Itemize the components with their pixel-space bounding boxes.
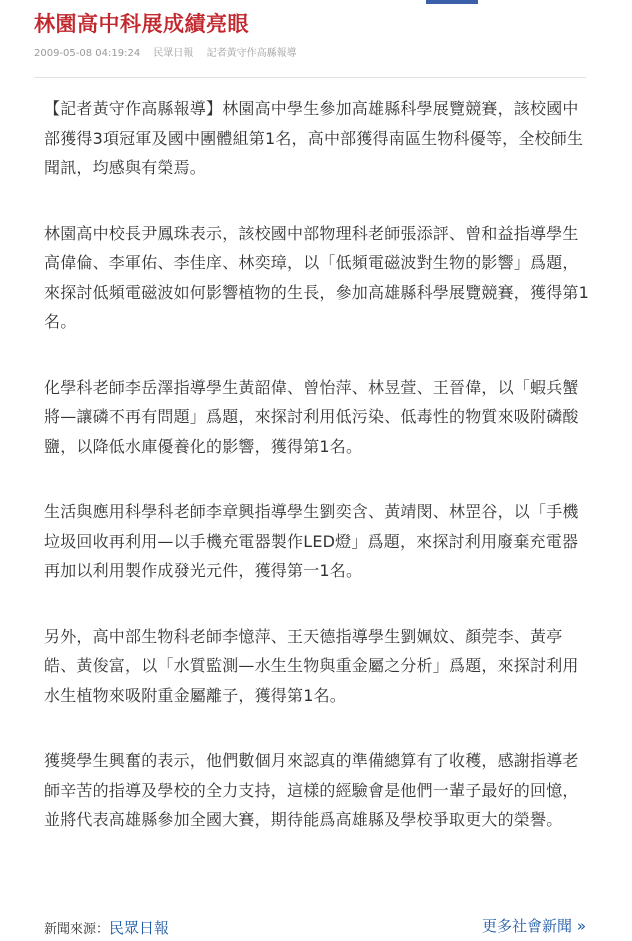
news-source bbox=[44, 917, 169, 938]
article-paragraph: 另外，高中部生物科老師李憶萍、王天德指導學生劉姵妏、顏莞李、黃亭皓、黃俊富，以「水質監測—水生生物與重金屬之分析」爲題，來探討利用水生植物來吸附重金屬離子，獲得第1名。 bbox=[44, 626, 579, 705]
article-datetime: 2009-05-08 04:19:24 bbox=[34, 48, 141, 59]
article-author: 記者黃守作高縣報導 bbox=[206, 48, 297, 59]
article-paragraph: 生活與應用科學科老師李章興指導學生劉奕含、黃靖閔、林罡谷，以「手機垃圾回收再利用—以手機充電器製作LED燈」爲題，來探討利用廢棄充電器再加以利用製作成發光元件，獲得第一1名。 bbox=[44, 502, 579, 580]
article-body bbox=[44, 94, 590, 871]
top-accent-bar bbox=[426, 0, 478, 4]
article-title: 林園高中科展成績亮眼 bbox=[34, 11, 249, 36]
news-source-label: 新聞來源： bbox=[44, 922, 110, 937]
more-social-news-link[interactable]: 更多社會新聞 » bbox=[482, 917, 586, 935]
news-source-link[interactable]: 民眾日報 bbox=[109, 919, 170, 937]
article-paragraph: 林園高中校長尹鳳珠表示，該校國中部物理科老師張添評、曾和益指導學生高偉倫、李軍佑、李佳庠、林奕璋，以「低頻電磁波對生物的影響」爲題，來探討低頻電磁波如何影響植物的生長，參加高雄縣科學展覽競賽，獲得第1名。 bbox=[44, 223, 589, 331]
title-divider bbox=[34, 77, 586, 78]
article-paragraph: 獲獎學生興奮的表示，他們數個月來認真的準備總算有了收穫，感謝指導老師辛苦的指導及學校的全力支持，這樣的經驗會是他們一輩子最好的回憶，並將代表高雄縣參加全國大賽，期待能爲高雄縣及學校爭取更大的榮譽。 bbox=[44, 751, 579, 829]
article-meta bbox=[34, 44, 307, 59]
article-paragraph: 化學科老師李岳澤指導學生黃韶偉、曾怡萍、林昱萱、王晉偉，以「蝦兵蟹將—讓磷不再有問題」爲題，來探討利用低污染、低毒性的物質來吸附磷酸鹽，以降低水庫優養化的影響，獲得第1名。 bbox=[44, 377, 579, 456]
article-publisher: 民眾日報 bbox=[153, 48, 194, 59]
article-paragraph: 【記者黃守作高縣報導】林園高中學生參加高雄縣科學展覽競賽，該校國中部獲得3項冠軍及國中團體組第1名，高中部獲得南區生物科優等，全校師生聞訊，均感與有榮焉。 bbox=[44, 99, 584, 177]
